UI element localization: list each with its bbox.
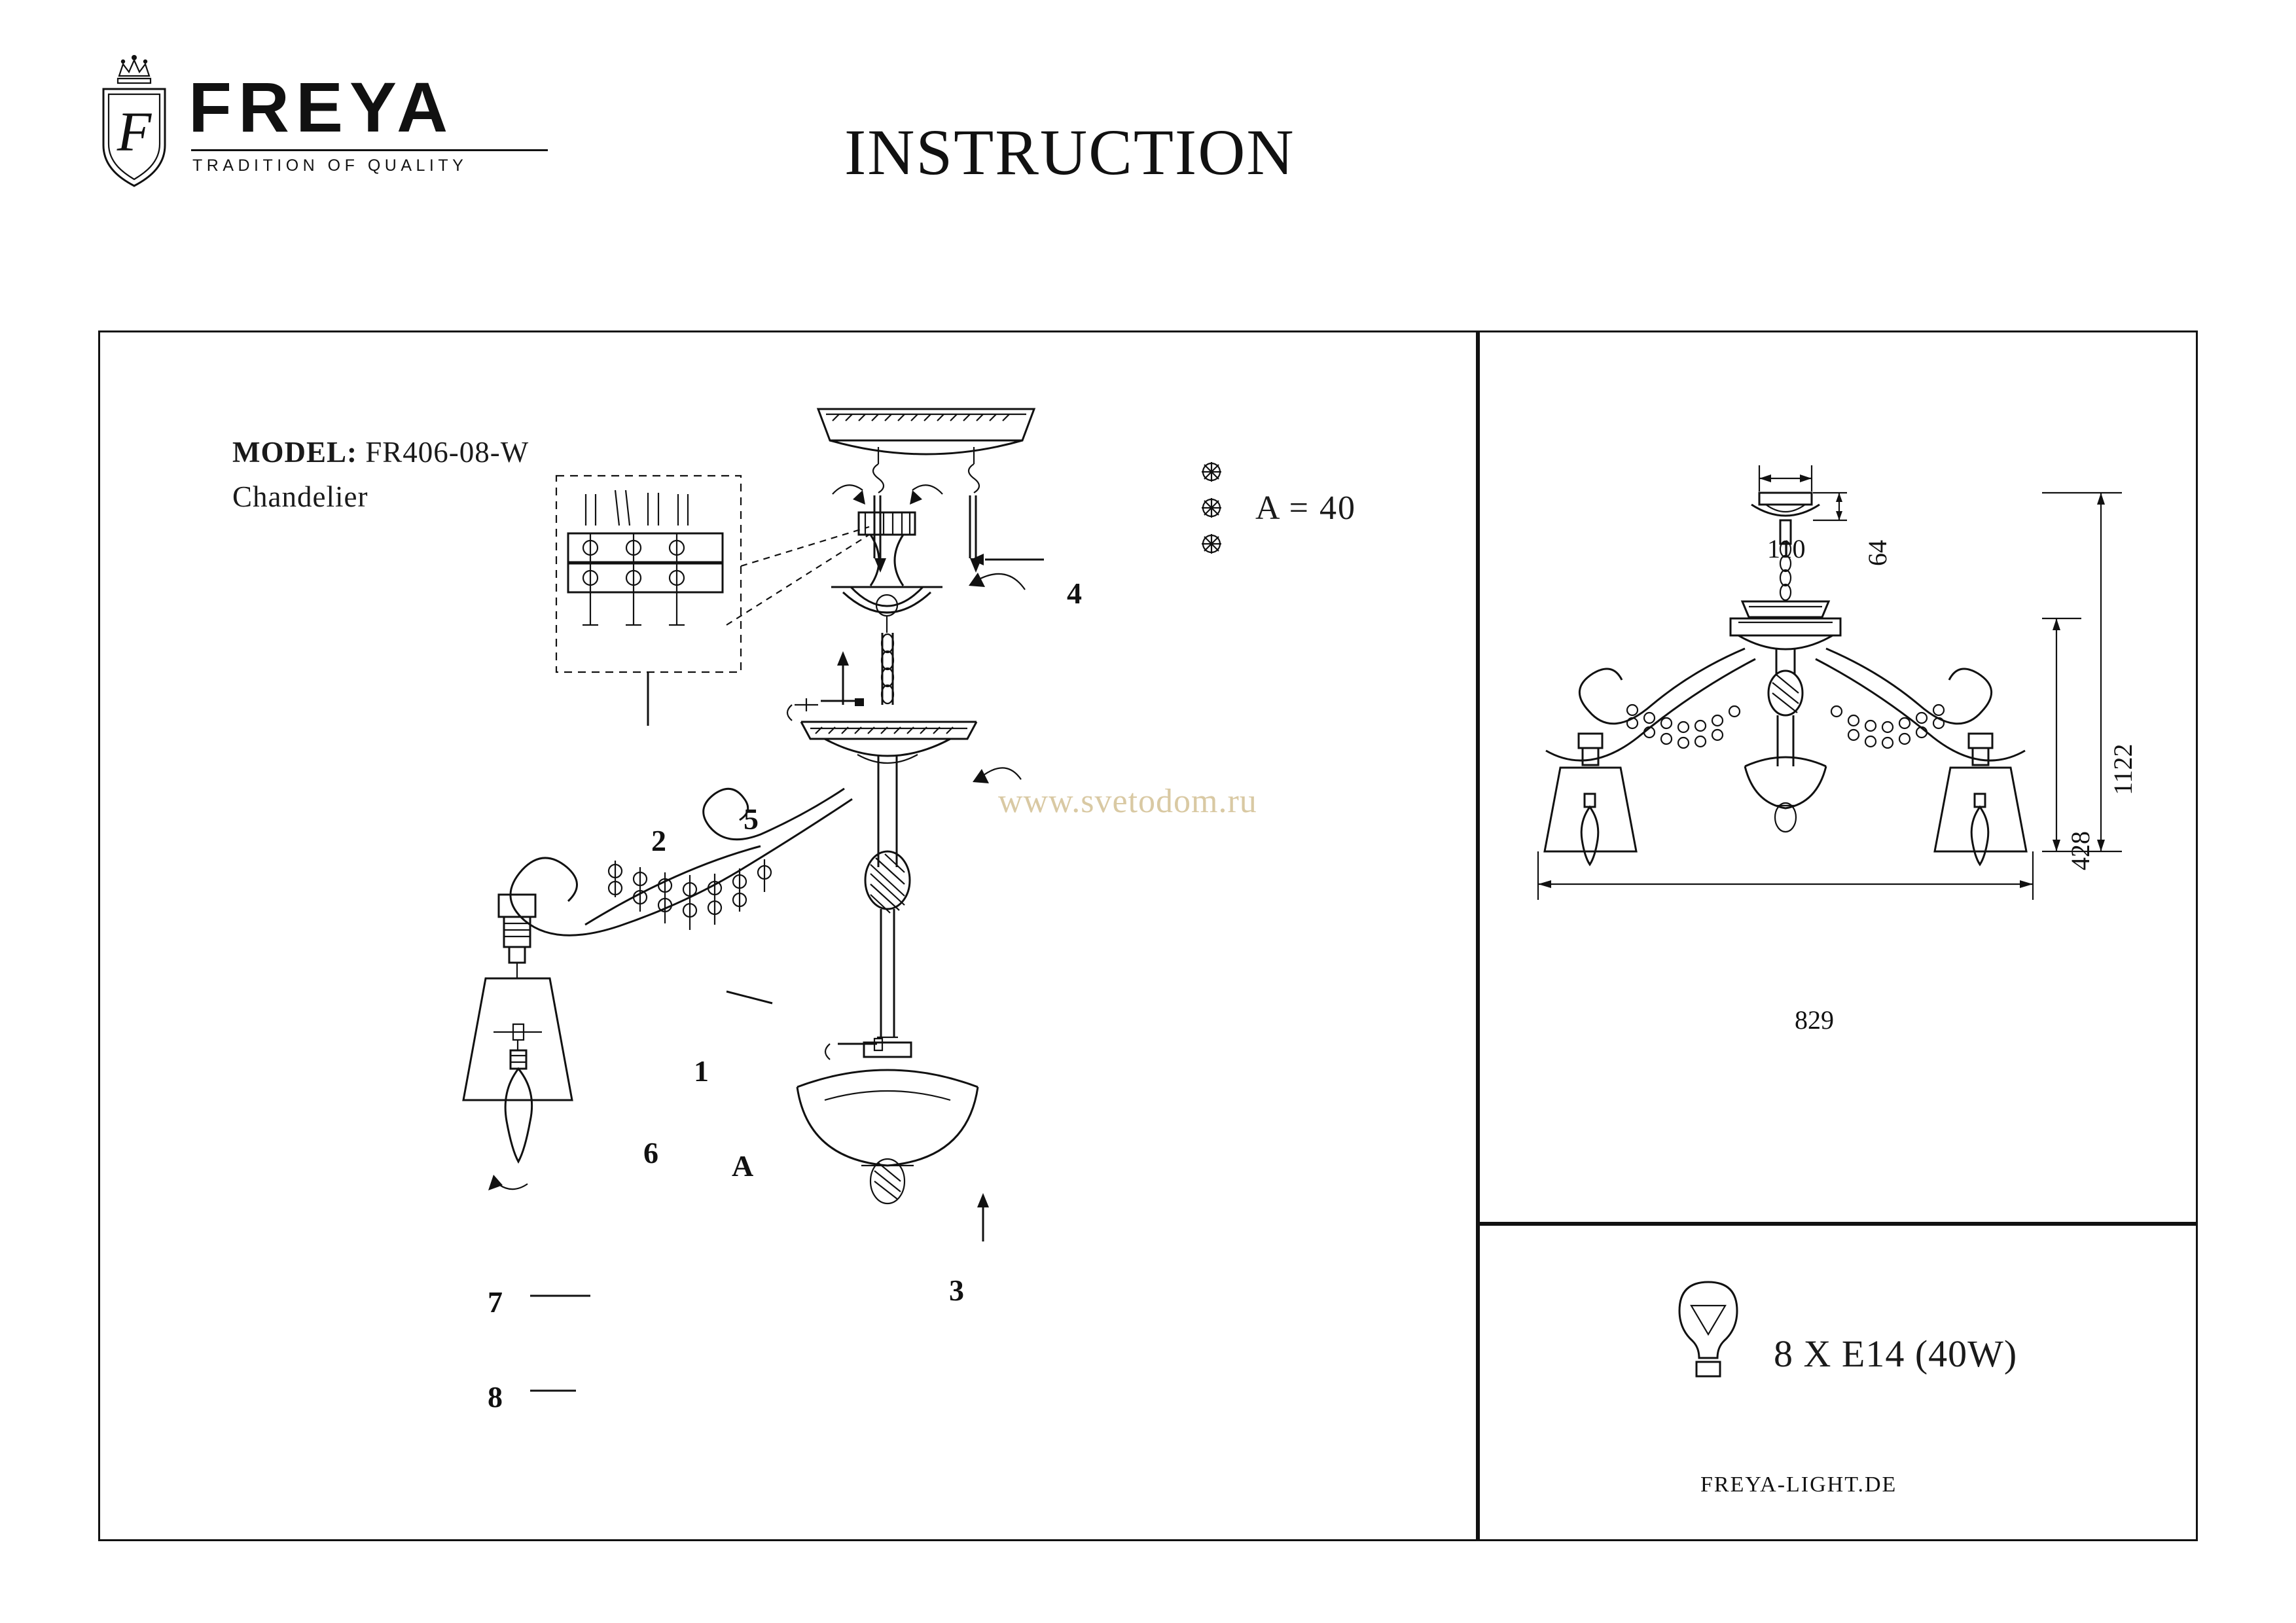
dim-arms (1546, 649, 2025, 760)
leader-A (726, 991, 772, 1003)
decorative-arm-part (511, 789, 852, 935)
brand-divider (191, 149, 548, 151)
dim-label-829: 829 (1795, 1005, 1834, 1035)
socket-part (499, 895, 535, 978)
dim-829 (1538, 851, 2033, 900)
callout-3: 3 (949, 1274, 964, 1307)
model-type: Chandelier (232, 480, 368, 513)
page-header (0, 0, 2296, 308)
crystal-count-label: A = 40 (1255, 489, 1357, 527)
shade-part (463, 978, 572, 1100)
callout-6: 6 (643, 1136, 658, 1169)
callout-1: 1 (694, 1054, 709, 1088)
footer-website: FREYA-LIGHT.DE (1700, 1472, 1897, 1497)
model-label: MODEL: (232, 436, 357, 469)
brand-tagline: TRADITION OF QUALITY (192, 156, 468, 175)
dim-label-110: 110 (1767, 534, 1806, 563)
chain-part (882, 634, 893, 704)
stem-ball-part (865, 851, 910, 913)
dimension-drawing (1478, 330, 2198, 1224)
dim-left-lamp (1545, 734, 1636, 865)
model-code: FR406-08-W (365, 436, 529, 469)
dim-right-lamp (1935, 734, 2026, 865)
svg-text:F: F (117, 100, 152, 163)
terminal-block-part (556, 476, 741, 726)
chandelier-body-part (801, 722, 977, 763)
dim-428 (2042, 618, 2081, 851)
bulb-part (505, 1050, 532, 1162)
callout-4: 4 (1067, 577, 1082, 610)
lamp-spec-label: 8 X E14 (40W) (1774, 1332, 2018, 1375)
dim-center-stem (1745, 649, 1826, 832)
dim-110 (1759, 465, 1812, 491)
dim-1122 (2042, 493, 2122, 851)
dim-body-top (1731, 601, 1840, 649)
rotate-arrow (833, 485, 863, 494)
callout-2: 2 (651, 824, 666, 857)
bottom-bowl-part (797, 1070, 978, 1204)
screw-part-2 (787, 698, 864, 721)
callout-7: 7 (488, 1285, 503, 1319)
ceiling-plate-part (818, 409, 1034, 573)
crest-icon (92, 52, 177, 190)
brand-name: FREYA (188, 67, 455, 147)
callout-8: 8 (488, 1380, 503, 1414)
watermark: www.svetodom.ru (998, 783, 1257, 820)
callout-A: A (732, 1149, 754, 1183)
dim-label-428: 428 (2066, 831, 2095, 870)
callout-5: 5 (744, 802, 759, 836)
dim-label-64: 64 (1863, 540, 1892, 566)
bulb-icon (1662, 1273, 1754, 1404)
dim-label-1122: 1122 (2108, 743, 2138, 795)
brand-logo (92, 52, 548, 190)
assembly-drawing (98, 330, 1478, 1541)
canopy-part (831, 512, 942, 633)
page-title: INSTRUCTION (844, 116, 1295, 188)
